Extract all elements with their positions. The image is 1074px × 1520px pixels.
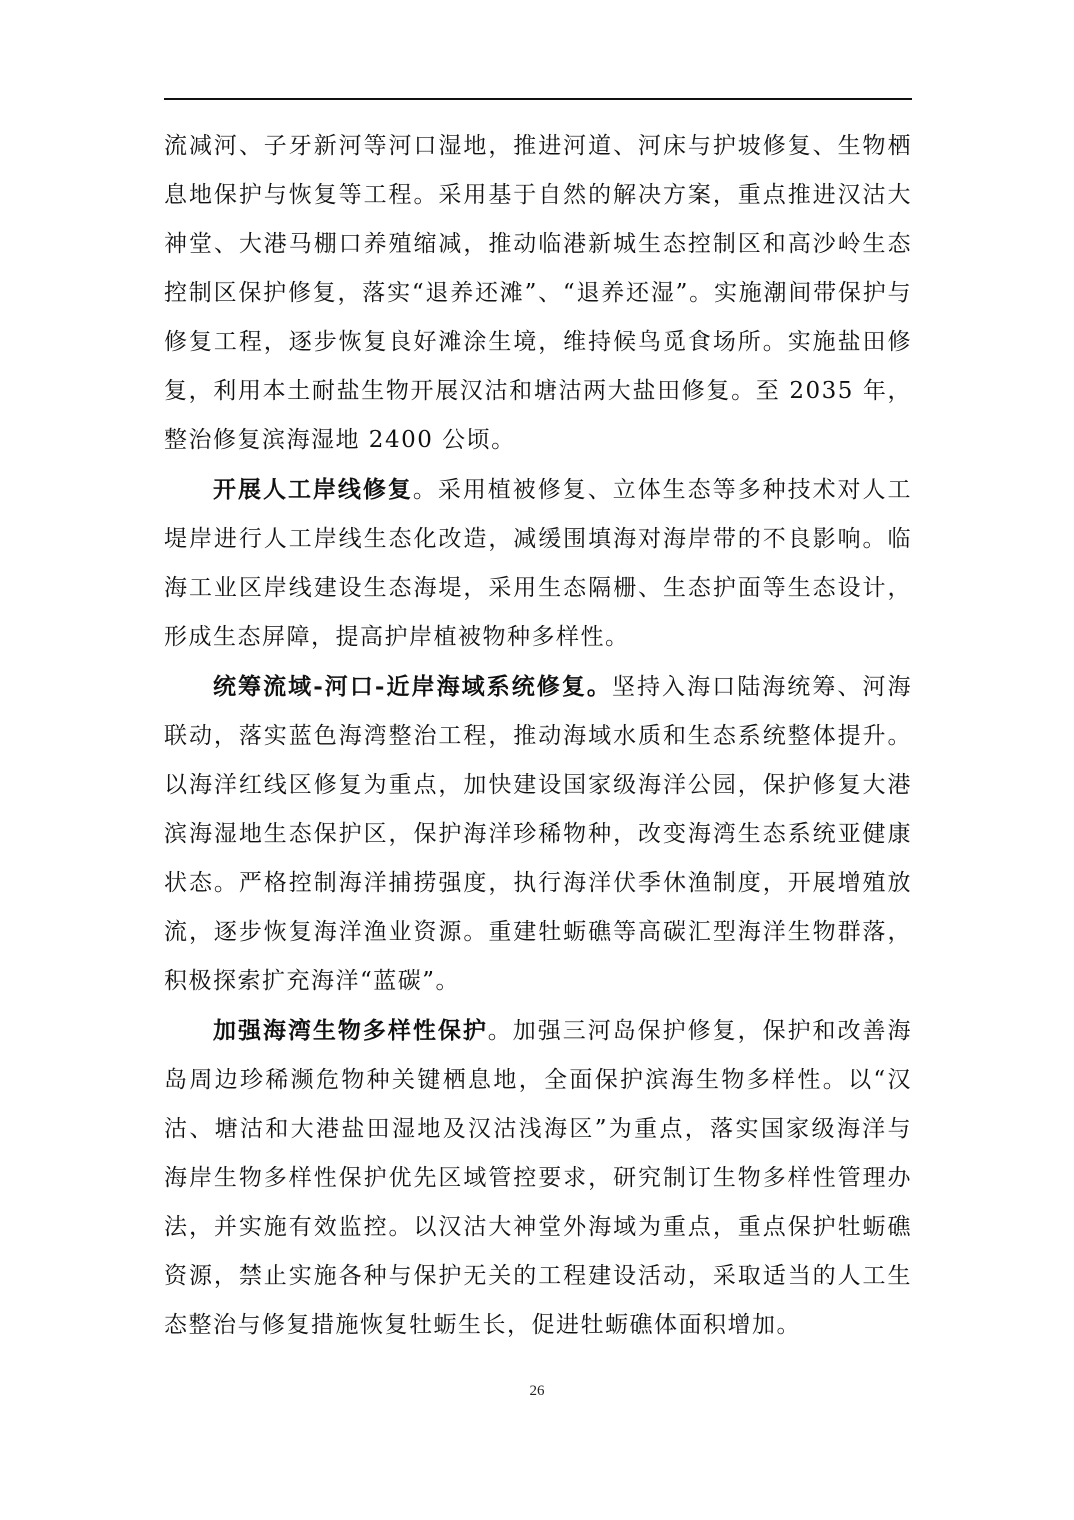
page-body <box>164 122 912 1350</box>
paragraph-text: 流减河、子牙新河等河口湿地，推进河道、河床与护坡修复、生物栖息地保护与恢复等工程。采用基于自然的解决方案，重点推进汉沽大神堂、大港马棚口养殖缩减，推动临港新城生态控制区和高沙岭生态控制区保护修复，落实“退养还滩”、“退养还湿”。实施潮间带保护与修复工程，逐步恢复良好滩涂生境，维持候鸟觅食场所。实施盐田修复，利用本土耐盐生物开展汉沽和塘沽两大盐田修复。至 2035 年，整治修复滨海湿地 2400 公顷。 <box>164 133 912 453</box>
paragraph-text: 坚持入海口陆海统筹、河海联动，落实蓝色海湾整治工程，推动海域水质和生态系统整体提升。以海洋红线区修复为重点，加快建设国家级海洋公园，保护修复大港滨海湿地生态保护区，保护海洋珍稀物种，改变海湾生态系统亚健康状态。严格控制海洋捕捞强度，执行海洋伏季休渔制度，开展增殖放流，逐步恢复海洋渔业资源。重建牡蛎礁等高碳汇型海洋生物群落，积极探索扩充海洋“蓝碳”。 <box>164 674 913 994</box>
paragraph-estuary-wetlands <box>164 122 912 465</box>
paragraph-basin-estuary-coastal <box>164 662 912 1006</box>
page-number: 26 <box>529 1383 545 1399</box>
paragraph-artificial-shoreline <box>164 465 912 662</box>
paragraph-lead: 开展人工岸线修复 <box>213 476 413 503</box>
paragraph-lead: 加强海湾生物多样性保护 <box>213 1017 488 1044</box>
paragraph-bay-biodiversity <box>164 1006 912 1350</box>
paragraph-text: 。采用植被修复、立体生态等多种技术对人工堤岸进行人工岸线生态化改造，减缓围填海对海岸带的不良影响。临海工业区岸线建设生态海堤，采用生态隔栅、生态护面等生态设计，形成生态屏障，提高护岸植被物种多样性。 <box>164 477 913 650</box>
paragraph-lead: 统筹流域-河口-近岸海域系统修复。 <box>213 673 612 700</box>
header-rule <box>164 98 912 100</box>
paragraph-text: 。加强三河岛保护修复，保护和改善海岛周边珍稀濒危物种关键栖息地，全面保护滨海生物多样性。以“汉沽、塘沽和大港盐田湿地及汉沽浅海区”为重点，落实国家级海洋与海岸生物多样性保护优先区域管控要求，研究制订生物多样性管理办法，并实施有效监控。以汉沽大神堂外海域为重点，重点保护牡蛎礁资源，禁止实施各种与保护无关的工程建设活动，采取适当的人工生态整治与修复措施恢复牡蛎生长，促进牡蛎礁体面积增加。 <box>164 1018 913 1338</box>
